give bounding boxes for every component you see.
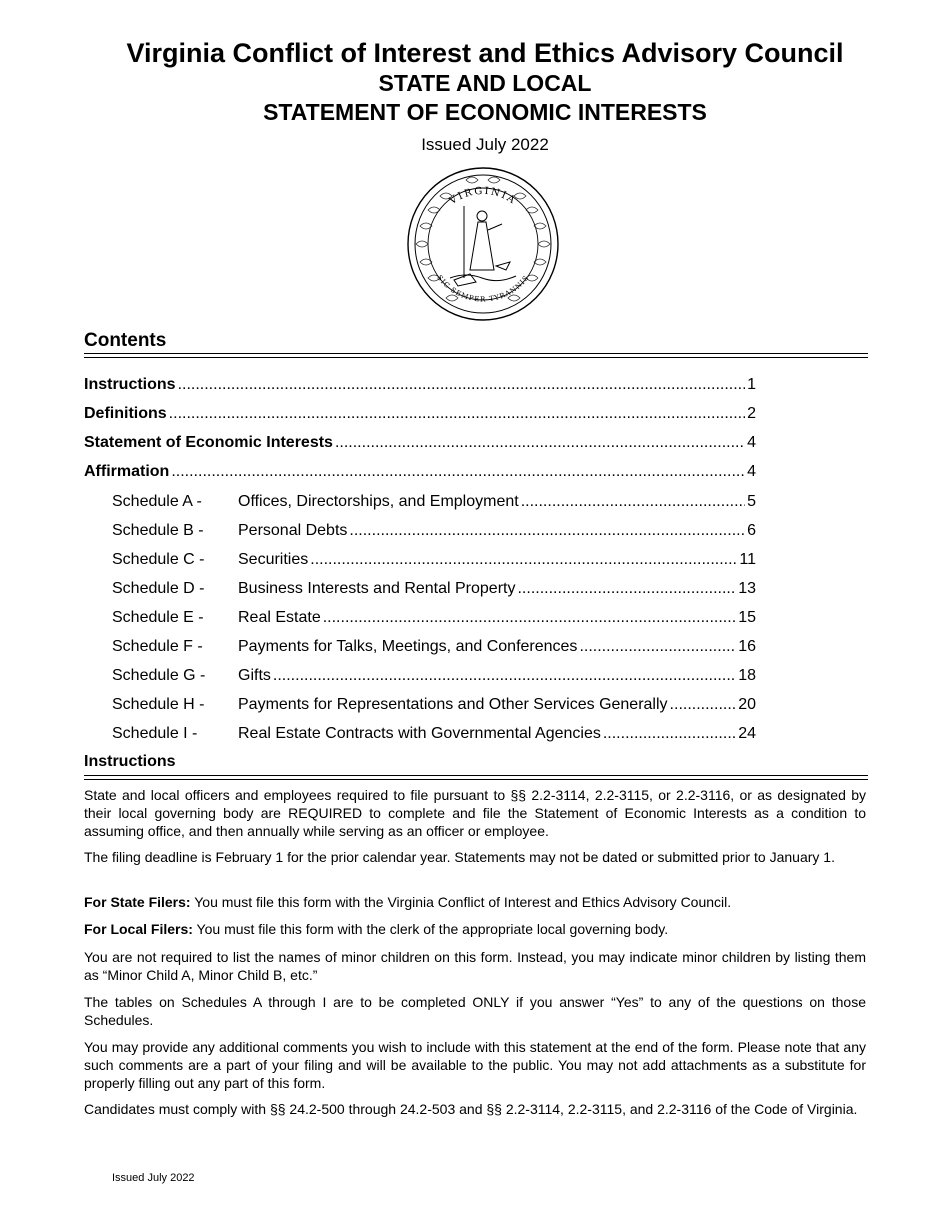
svg-text:VIRGINIA — [447, 186, 519, 208]
instructions-paragraph-deadline: The filing deadline is February 1 for the prior calendar year. Statements may not be dated or submitted prior to January 1. — [84, 849, 835, 865]
footer-issued-date: Issued July 2022 — [112, 1172, 195, 1184]
council-title: Virginia Conflict of Interest and Ethics Advisory Council — [126, 38, 844, 68]
contents-heading: Contents — [84, 330, 167, 351]
toc-entry-schedule-e[interactable]: Schedule E - Real Estate ..... 15 — [112, 609, 756, 631]
instructions-paragraph-local-filers: For Local Filers: You must file this form with the clerk of the appropriate local governing body. — [84, 921, 669, 937]
instructions-heading: Instructions — [84, 753, 176, 770]
contents-rule-bottom — [84, 357, 868, 358]
form-title-line-2: STATEMENT OF ECONOMIC INTERESTS — [263, 99, 707, 125]
toc-entry-schedule-i[interactable]: Schedule I - Real Estate Contracts with Governmental Agencies ..... 24 — [112, 725, 756, 747]
toc-entry-schedule-a[interactable]: Schedule A - Offices, Directorships, and Employment ..... 5 — [112, 493, 756, 515]
instructions-rule-top — [84, 775, 868, 776]
instructions-paragraph-state-filers: For State Filers: You must file this form with the Virginia Conflict of Interest and Ethics Advisory Council. — [84, 894, 732, 910]
instructions-paragraph-filing-requirement: State and local officers and employees required to file pursuant to §§ 2.2-3114, 2.2-3115, or 2.2-3116, or as designated by their local governing body are REQUIRED to complete and file the Statement of Economic Interests as a condition to assuming office, and then annually while serving as an officer or employee. — [84, 787, 866, 839]
instructions-rule-bottom — [84, 779, 868, 780]
contents-rule-top — [84, 353, 868, 354]
instructions-paragraph-candidates: Candidates must comply with §§ 24.2-500 through 24.2-503 and §§ 2.2-3114, 2.2-3115, and 2.2-3116 of the Code of Virginia. — [84, 1101, 858, 1117]
instructions-paragraph-comments: You may provide any additional comments you wish to include with this statement at the end of the form. Please note that any such comments are a part of your filing and will be available to the public. You may not add attachments as a substitute for properly filling out any part of this form. — [84, 1039, 866, 1091]
issued-date: Issued July 2022 — [421, 135, 549, 154]
toc-entry-schedule-d[interactable]: Schedule D - Business Interests and Rental Property ..... 13 — [112, 580, 756, 602]
toc-entry-schedule-h[interactable]: Schedule H - Payments for Representations and Other Services Generally ..... 20 — [112, 696, 756, 718]
form-title-line-1: STATE AND LOCAL — [378, 70, 592, 96]
toc-entry-schedule-c[interactable]: Schedule C - Securities ..... 11 — [112, 551, 756, 573]
toc-entry-statement[interactable]: Statement of Economic Interests ..... 4 — [84, 434, 756, 456]
toc-entry-instructions[interactable]: Instructions ..... 1 — [84, 376, 756, 398]
toc-entry-affirmation[interactable]: Affirmation ..... 4 — [84, 463, 756, 485]
toc-entry-definitions[interactable]: Definitions ..... 2 — [84, 405, 756, 427]
instructions-paragraph-schedules: The tables on Schedules A through I are to be completed ONLY if you answer “Yes” to any of the questions on those Schedules. — [84, 994, 866, 1028]
instructions-paragraph-minor-children: You are not required to list the names of minor children on this form. Instead, you may indicate minor children by listing them as “Minor Child A, Minor Child B, etc.” — [84, 949, 866, 983]
toc-entry-schedule-f[interactable]: Schedule F - Payments for Talks, Meetings, and Conferences ..... 16 — [112, 638, 756, 660]
toc-entry-schedule-g[interactable]: Schedule G - Gifts ..... 18 — [112, 667, 756, 689]
seal-bottom-text: SIC SEMPER TYRANNIS — [435, 273, 531, 304]
virginia-seal-icon — [406, 166, 560, 322]
toc-entry-schedule-b[interactable]: Schedule B - Personal Debts ..... 6 — [112, 522, 756, 544]
seal-top-text: VIRGINIA — [447, 185, 519, 208]
